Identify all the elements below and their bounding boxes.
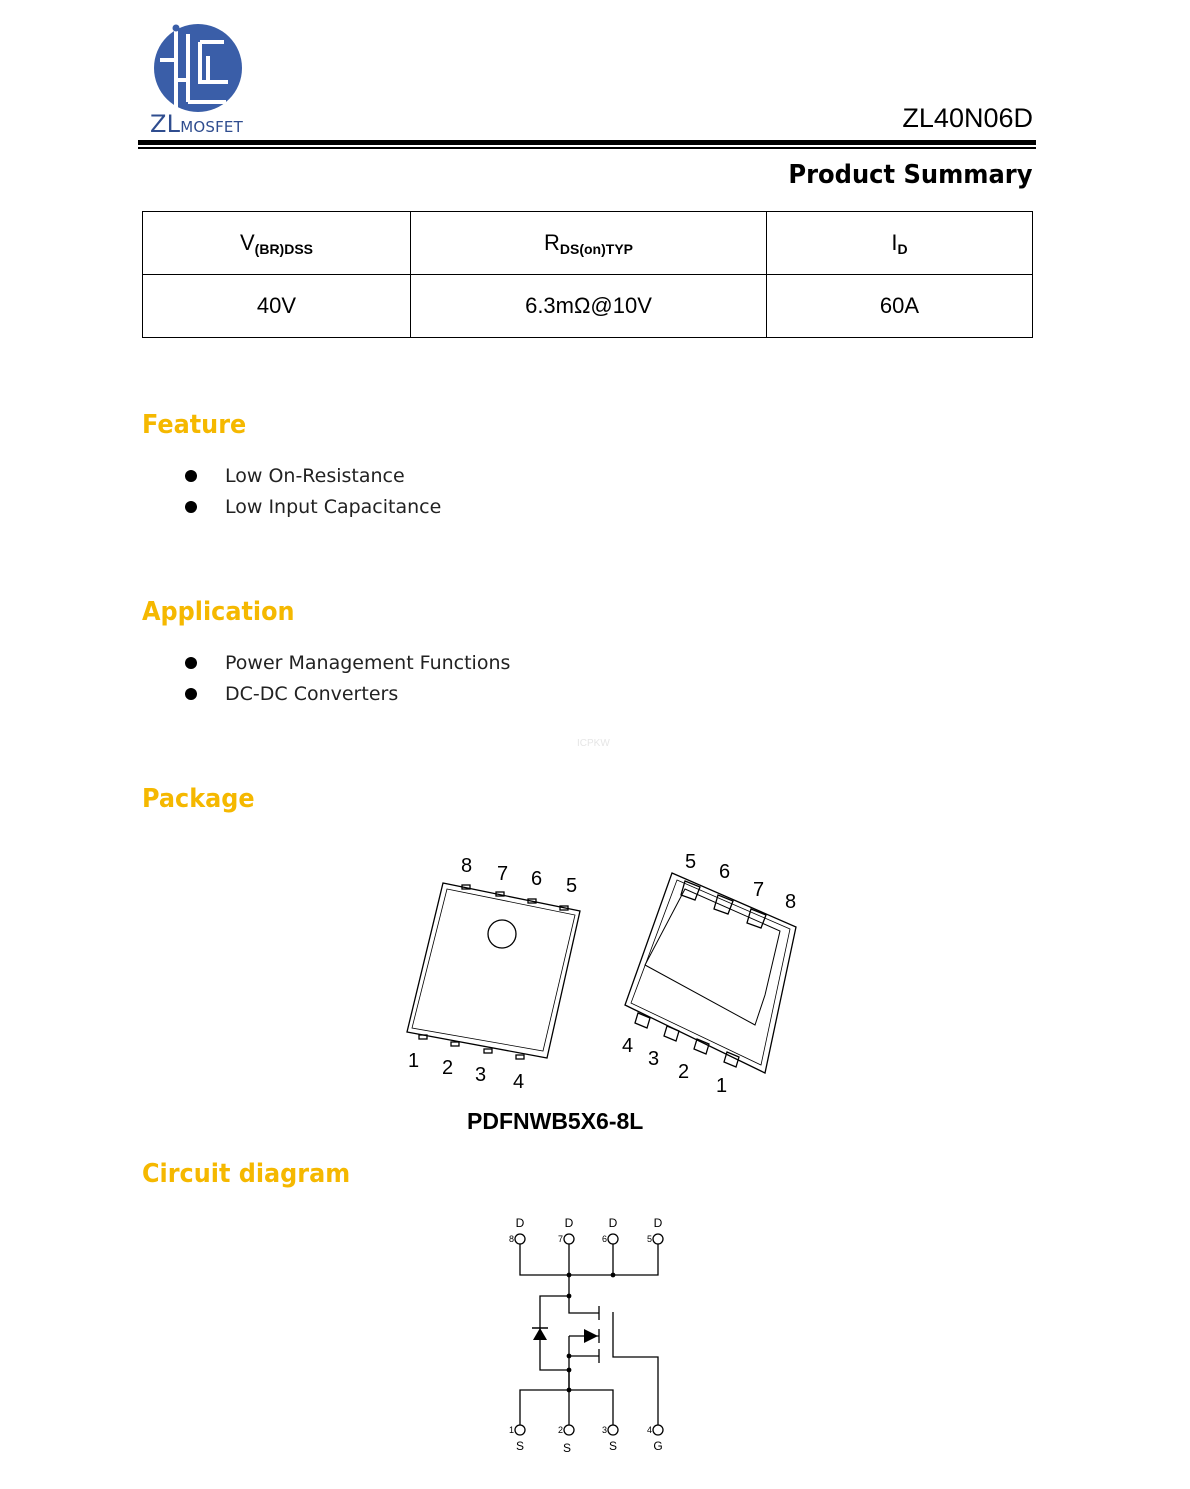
package-drawing (395, 845, 815, 1100)
value-rdson: 6.3mΩ@10V (411, 275, 767, 338)
pin-number: 6 (601, 1234, 607, 1244)
pin-label: 5 (566, 875, 578, 897)
logo-text (150, 110, 243, 138)
list-item: Power Management Functions (184, 648, 510, 679)
pin-label: 4 (513, 1071, 525, 1093)
pin-label: 2 (442, 1057, 454, 1079)
pin-label: 2 (678, 1061, 690, 1083)
pin-label: S (515, 1439, 525, 1453)
value-vbrdss: 40V (143, 275, 411, 338)
package-top-view (407, 883, 580, 1059)
bullet-icon (185, 470, 197, 482)
feature-list (184, 461, 441, 523)
pin-number: 7 (557, 1234, 563, 1244)
header-rdson: $R_{DS(on)TYP}$ (411, 212, 767, 275)
application-title: Application (142, 597, 295, 627)
pin-label: 6 (719, 861, 731, 883)
pin-number: 3 (601, 1425, 607, 1435)
pin-label: D (653, 1216, 663, 1230)
pin-label: 5 (685, 851, 697, 873)
pin-label: 1 (716, 1075, 728, 1097)
pin-label: S (562, 1441, 572, 1455)
package-bottom-view (625, 873, 796, 1073)
circuit-diagram-title: Circuit diagram (142, 1159, 351, 1189)
table-row (143, 275, 1033, 338)
header-id: $I_D$ (767, 212, 1033, 275)
list-item: Low On-Resistance (184, 461, 441, 492)
pin-number: 4 (646, 1425, 652, 1435)
list-item: DC-DC Converters (184, 679, 510, 710)
pin-number: 5 (646, 1234, 652, 1244)
logo-text-small: MOSFET (180, 118, 243, 136)
mosfet-arrow-icon (584, 1329, 598, 1343)
package-name: PDFNWB5X6-8L (467, 1108, 644, 1134)
pin-label: D (515, 1216, 525, 1230)
pin-label: D (564, 1216, 574, 1230)
application-list (184, 648, 510, 710)
header-vbrdss: $V_{(BR)DSS}$ (143, 212, 411, 275)
pin-label: 1 (408, 1050, 420, 1072)
list-item: Low Input Capacitance (184, 492, 441, 523)
product-summary-table (142, 211, 1033, 338)
bullet-icon (185, 688, 197, 700)
watermark: ICPKW (577, 738, 610, 749)
part-number: ZL40N06D (902, 103, 1033, 133)
value-id: 60A (767, 275, 1033, 338)
pin-label: G (653, 1439, 663, 1453)
pin-label: 7 (753, 879, 765, 901)
product-summary-title: Product Summary (787, 160, 1032, 190)
pin-label: 6 (531, 868, 543, 890)
bullet-icon (185, 501, 197, 513)
package-title: Package (142, 784, 255, 814)
pin-label: D (608, 1216, 618, 1230)
header-rule-thin (138, 147, 1036, 149)
pin-label: S (608, 1439, 618, 1453)
pin-label: 3 (475, 1064, 487, 1086)
pin-label: 7 (497, 863, 509, 885)
pin-label: 4 (622, 1035, 634, 1057)
circuit-diagram (500, 1212, 680, 1462)
body-diode-icon (532, 1328, 548, 1340)
header-rule (138, 140, 1036, 145)
feature-title: Feature (142, 410, 247, 440)
table-header-row (143, 212, 1033, 275)
bullet-icon (185, 657, 197, 669)
pin-number: 8 (508, 1234, 514, 1244)
pin-label: 3 (648, 1048, 660, 1070)
logo-text-big: ZL (150, 110, 181, 138)
pin-number: 2 (557, 1425, 563, 1435)
pin-label: 8 (461, 855, 473, 877)
pin-number: 1 (508, 1425, 514, 1435)
pin-label: 8 (785, 891, 797, 913)
